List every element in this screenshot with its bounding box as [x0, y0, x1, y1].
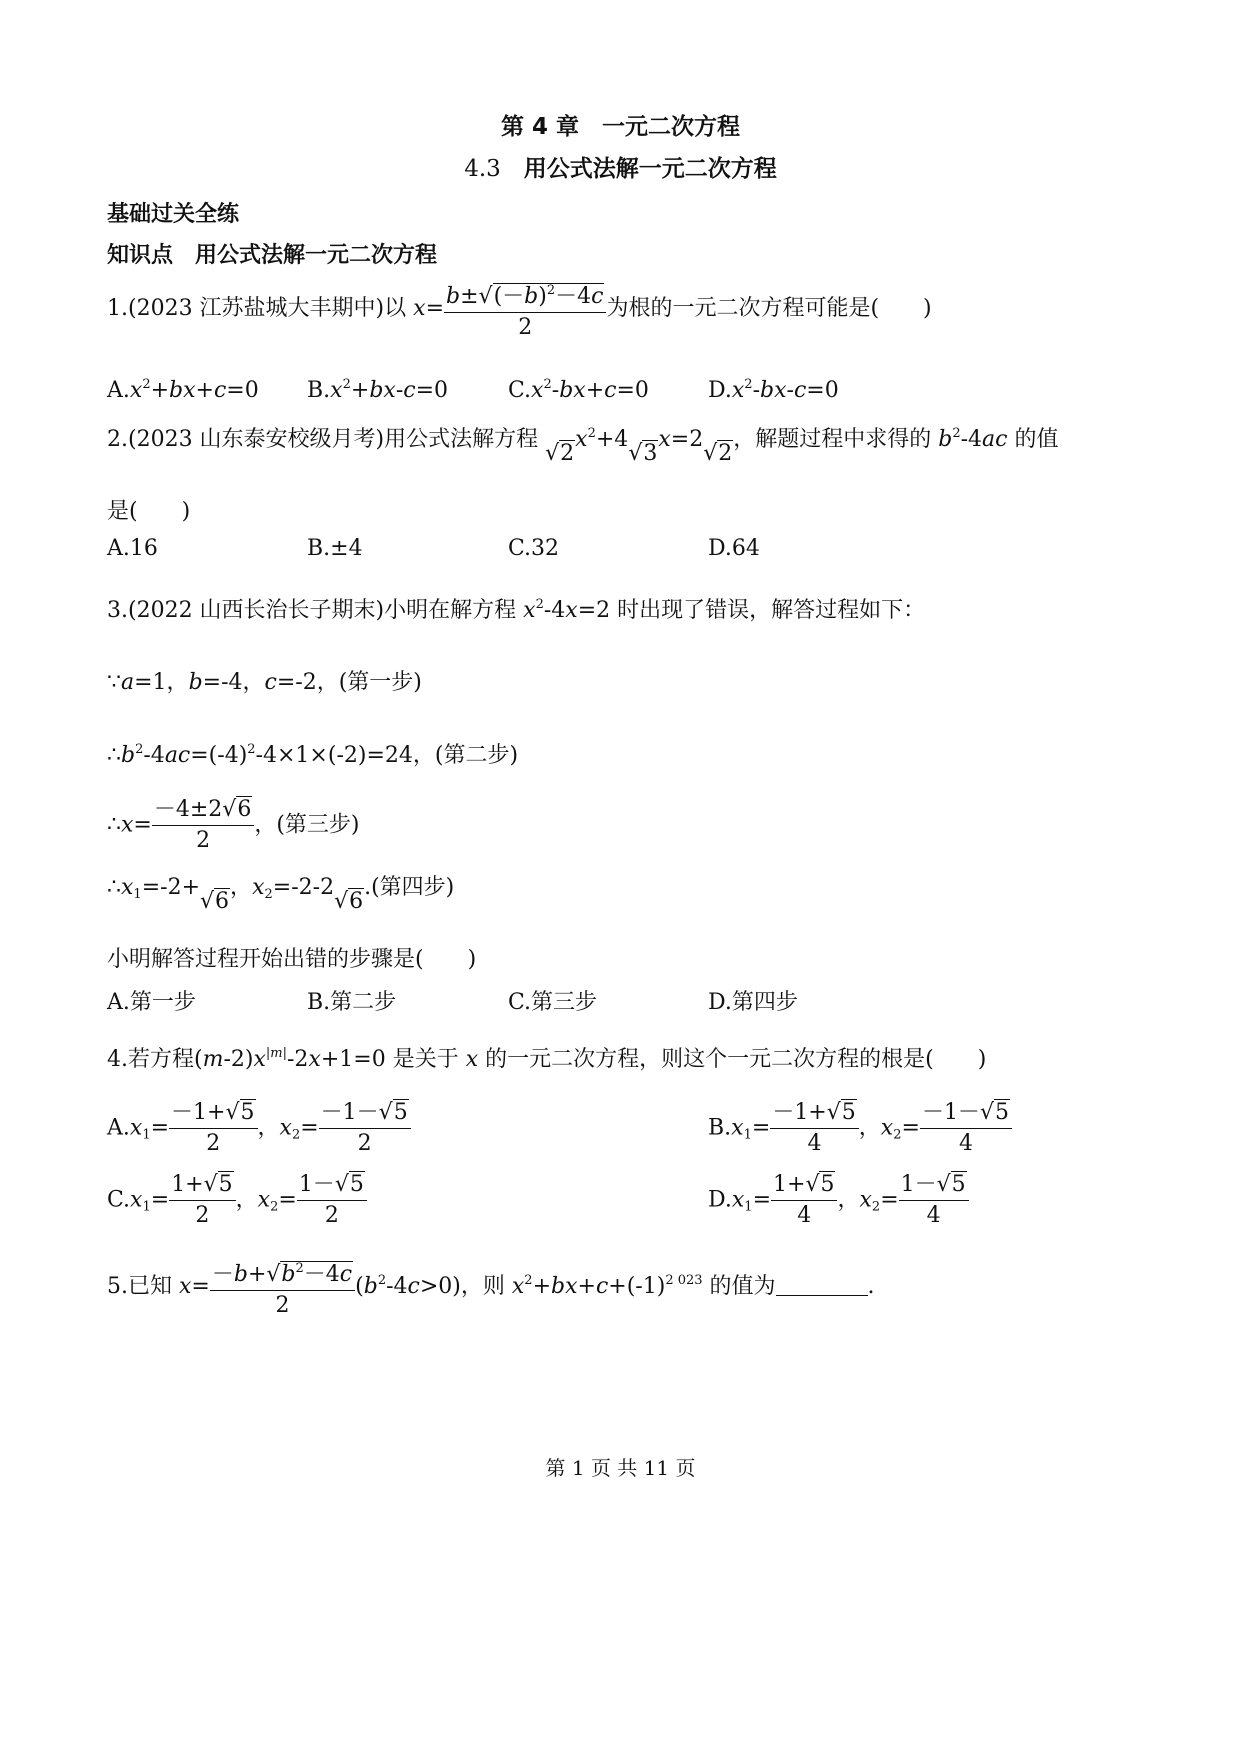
page-footer: 第 1 页 共 11 页 [545, 1456, 696, 1480]
q1-option-c[interactable]: $C.x^2-bx+c=0$ [508, 377, 649, 403]
q4-option-d[interactable]: $D.x_1=$ $\frac{1+√5}{4}$ ，$x_2=$ $\frac{1-√5}{4}$ [708, 1170, 969, 1231]
q3-step-1: ∵a=1，b=-4，c=-2，(第一步) [107, 670, 422, 695]
q3-step-4: $\therefore x_1=-2+√6$，$x_2=-2-2√6$.(第四步) [107, 875, 455, 914]
q1-formula: $\frac{b\pm√(-b)^2-4c}{2}$ [444, 282, 606, 343]
q4-option-c[interactable]: $C.x_1=$ $\frac{1+√5}{2}$ ，$x_2=$ $\frac{1-√5}{2}$ [107, 1170, 367, 1231]
q1-option-d[interactable]: $D.x^2-bx-c=0$ [708, 377, 839, 403]
q3-option-a[interactable]: A.第一步 [107, 990, 196, 1015]
section-title: 4.3 用公式法解一元二次方程 [464, 156, 777, 182]
q1-option-b[interactable]: $B.x^2+bx-c=0$ [307, 377, 449, 403]
question-2-stem: 2.(2023 山东泰安校级月考)用公式法解方程 $√2x^2+4√3x=2√2$，解题过程中求得的 $b^2-4ac$ 的值 [107, 426, 1059, 466]
q3-question: 小明解答过程开始出错的步骤是( ) [107, 947, 477, 972]
question-3-stem: 3.(2022 山西长治长子期末)小明在解方程 $x^2-4x=2$ 时出现了错误，解答过程如下： [107, 597, 926, 623]
q2-option-a[interactable]: A.16 [107, 536, 158, 561]
q3-step-2: $\therefore b^2-4ac=(-4)^2-4\times 1\times(-2)=24$，(第二步) [107, 742, 519, 768]
q1-option-a[interactable]: $A.x^2+bx+c=0$ [107, 377, 259, 403]
q4-option-a[interactable]: $A.x_1=$ $\frac{-1+√5}{2}$ ，$x_2=$ $\frac{-1-√5}{2}$ [107, 1098, 411, 1159]
q3-step-3: ∴x= $\frac{-4\pm 2√6}{2}$ ，(第三步) [107, 797, 360, 853]
q3-option-b[interactable]: B.第二步 [307, 990, 397, 1015]
answer-blank[interactable] [776, 1275, 868, 1296]
question-1-stem: 1.(2023 江苏盐城大丰期中)以 x= $\frac{b\pm√(-b)^2-4c}{2}$ 为根的一元二次方程可能是( ) [107, 282, 932, 343]
q2-prefix: 2.(2023 山东泰安校级月考)用公式法解方程 [107, 427, 539, 452]
heading-knowledge: 知识点 用公式法解一元二次方程 [107, 243, 438, 268]
chapter-title: 第 4 章 一元二次方程 [500, 114, 741, 140]
q3-option-c[interactable]: C.第三步 [508, 990, 598, 1015]
q4-option-b[interactable]: $B.x_1=$ $\frac{-1+√5}{4}$ ，$x_2=$ $\frac{-1-√5}{4}$ [708, 1098, 1012, 1159]
q1-prefix: 1.(2023 江苏盐城大丰期中)以 [107, 296, 414, 321]
question-5-stem: 5.已知 x= $\frac{-b+√b^2-4c}{2}$ $(b^2-4c>0)$，则 $x^2+bx+c+(-1)^{2 023}$ 的值为 . [107, 1261, 875, 1318]
heading-practice: 基础过关全练 [107, 202, 240, 227]
q2-line2: 是( ) [107, 499, 191, 524]
question-4-stem: 4.若方程$(m-2)x^{|m|}-2x+1=0$ 是关于 x 的一元二次方程，则这个一元二次方程的根是( ) [107, 1046, 987, 1072]
q2-option-b[interactable]: B.±4 [307, 536, 363, 561]
q2-option-c[interactable]: C.32 [508, 536, 560, 561]
q1-suffix: 为根的一元二次方程可能是( ) [606, 296, 932, 321]
q3-option-d[interactable]: D.第四步 [708, 990, 798, 1015]
q2-option-d[interactable]: D.64 [708, 536, 760, 561]
